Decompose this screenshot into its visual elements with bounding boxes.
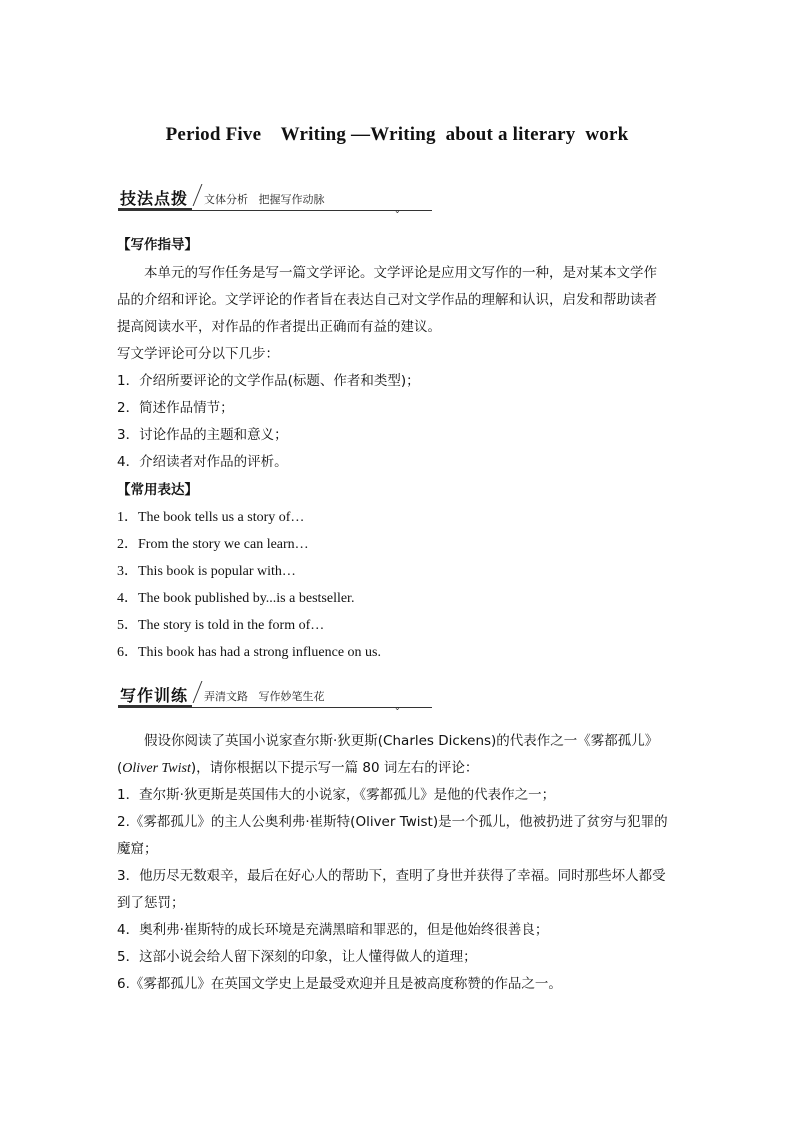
expression-item: 4．The book published by...is a bestseller. bbox=[117, 591, 355, 606]
expression-item: 2．From the story we can learn… bbox=[117, 537, 309, 552]
guide-paragraph-line: 本单元的写作任务是写一篇文学评论。文学评论是应用文写作的一种，是对某本文学作 bbox=[144, 265, 657, 281]
writing-guide-heading: 【写作指导】 bbox=[117, 237, 198, 253]
header-rule-ornament: ⌄ bbox=[394, 703, 401, 712]
page-title: Period Five Writing —Writing about a literary work bbox=[165, 124, 629, 145]
guide-paragraph-line: 品的介绍和评论。文学评论的作者旨在表达自己对文学作品的理解和认识，启发和帮助读者 bbox=[117, 292, 657, 308]
section-label: 技法点拨 bbox=[120, 189, 189, 208]
hint-point: 3．他历尽无数艰辛，最后在好心人的帮助下，查明了身世并获得了幸福。同时那些坏人都受 bbox=[117, 868, 666, 884]
hint-point: 4．奥利弗·崔斯特的成长环境是充满黑暗和罪恶的，但是他始终很善良； bbox=[117, 922, 549, 938]
hint-point-continued: 到了惩罚； bbox=[117, 895, 185, 911]
expressions-heading: 【常用表达】 bbox=[117, 482, 198, 498]
section-header-technique bbox=[118, 186, 438, 216]
task-intro-rest: )，请你根据以下提示写一篇 80 词左右的评论： bbox=[190, 760, 479, 776]
book-title-english: Oliver Twist bbox=[122, 761, 191, 776]
guide-paragraph-line: 提高阅读水平，对作品的作者提出正确而有益的建议。 bbox=[117, 319, 441, 335]
header-thick-rule bbox=[118, 208, 192, 211]
step-item: 2．简述作品情节； bbox=[117, 400, 234, 416]
steps-intro: 写文学评论可分以下几步： bbox=[117, 346, 279, 362]
header-slash-divider bbox=[193, 681, 203, 703]
expression-item: 3．This book is popular with… bbox=[117, 564, 296, 579]
step-item: 3．讨论作品的主题和意义； bbox=[117, 427, 288, 443]
section-label: 写作训练 bbox=[120, 686, 189, 705]
section-subtitle: 弄清文路 写作妙笔生花 bbox=[204, 690, 325, 703]
header-thick-rule bbox=[118, 705, 192, 708]
hint-point: 1．查尔斯·狄更斯是英国伟大的小说家，《雾都孤儿》是他的代表作之一； bbox=[117, 787, 556, 803]
task-intro-line: 假设你阅读了英国小说家查尔斯·狄更斯(Charles Dickens)的代表作之一《雾都孤儿》 bbox=[144, 733, 659, 749]
step-item: 1．介绍所要评论的文学作品(标题、作者和类型)； bbox=[117, 373, 420, 389]
hint-point: 6.《雾都孤儿》在英国文学史上是最受欢迎并且是被高度称赞的作品之一。 bbox=[117, 976, 562, 992]
expression-item: 5．The story is told in the form of… bbox=[117, 618, 325, 633]
task-intro-line: (Oliver Twist)，请你根据以下提示写一篇 80 词左右的评论： bbox=[117, 760, 479, 776]
step-item: 4．介绍读者对作品的评析。 bbox=[117, 454, 288, 470]
hint-point: 5．这部小说会给人留下深刻的印象，让人懂得做人的道理； bbox=[117, 949, 477, 965]
header-rule-ornament: ⌄ bbox=[394, 206, 401, 215]
expression-item: 6．This book has had a strong influence on us. bbox=[117, 645, 382, 660]
hint-point: 2.《雾都孤儿》的主人公奥利弗·崔斯特(Oliver Twist)是一个孤儿，他被扔进了贫穷与犯罪的 bbox=[117, 814, 668, 830]
expression-item: 1．The book tells us a story of… bbox=[117, 510, 305, 525]
section-subtitle: 文体分析 把握写作动脉 bbox=[204, 193, 325, 206]
hint-point-continued: 魔窟； bbox=[117, 841, 158, 857]
section-header-practice bbox=[118, 683, 438, 713]
header-slash-divider bbox=[193, 184, 203, 206]
